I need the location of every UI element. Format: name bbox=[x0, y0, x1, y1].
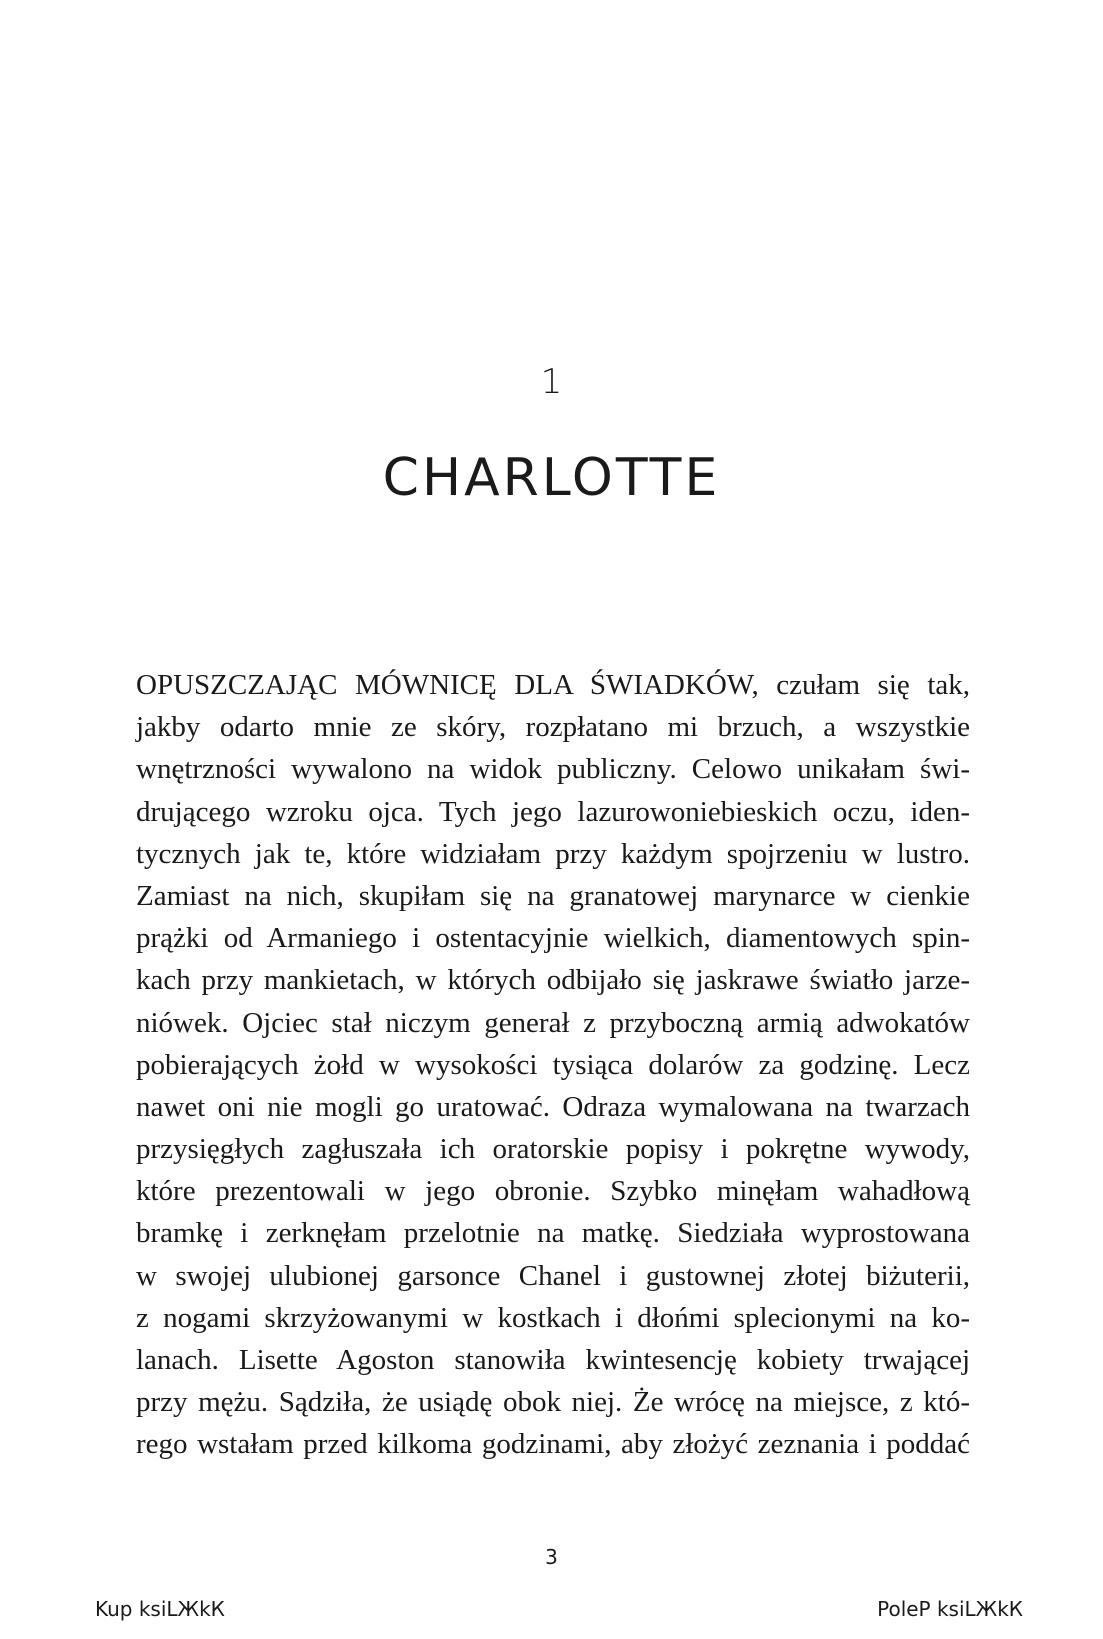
body-line: drującego wzroku ojca. Tych jego lazurowoniebieskich oczu, iden- bbox=[136, 795, 970, 828]
body-line: z nogami skrzyżowanymi w kostkach i dłońmi splecionymi na ko- bbox=[136, 1301, 970, 1334]
body-line: niówek. Ojciec stał niczym generał z przyboczną armią adwokatów bbox=[136, 1006, 970, 1039]
page-number: 3 bbox=[545, 1545, 558, 1569]
body-line: tycznych jak te, które widziałam przy każdym spojrzeniu w lustro. bbox=[136, 837, 970, 870]
body-line: przysięgłych zagłuszała ich oratorskie popisy i pokrętne wywody, bbox=[136, 1133, 970, 1166]
body-line: które prezentowali w jego obronie. Szybko minęłam wahadłową bbox=[136, 1175, 970, 1208]
body-line: jakby odarto mnie ze skóry, rozpłatano mi brzuch, a wszystkie bbox=[136, 711, 970, 744]
chapter-body-text bbox=[136, 664, 970, 1466]
body-line: prążki od Armaniego i ostentacyjnie wielkich, diamentowych spin- bbox=[136, 922, 970, 955]
body-line: OPUSZCZAJĄC MÓWNICĘ DLA ŚWIADKÓW, czułam się tak, bbox=[136, 669, 970, 701]
chapter-title: CHARLOTTE bbox=[382, 448, 721, 508]
body-line: wnętrzności wywalono na widok publiczny. Celowo unikałam świ- bbox=[136, 753, 970, 786]
body-line: pobierających żołd w wysokości tysiąca dolarów za godzinę. Lecz bbox=[136, 1048, 970, 1081]
recommend-book-link[interactable]: PoleР ksiLЖkК bbox=[877, 1597, 1023, 1621]
body-line: Zamiast na nich, skupiłam się na granatowej marynarce w cienkie bbox=[136, 879, 970, 912]
body-line: przy mężu. Sądziła, że usiądę obok niej. Że wrócę na miejsce, z któ- bbox=[136, 1386, 970, 1419]
chapter-number: 1 bbox=[540, 362, 563, 402]
body-line: bramkę i zerknęłam przelotnie na matkę. Siedziała wyprostowana bbox=[136, 1217, 970, 1250]
body-line: nawet oni nie mogli go uratować. Odraza wymalowana na twarzach bbox=[136, 1090, 970, 1123]
body-line: kach przy mankietach, w których odbijało się jaskrawe światło jarze- bbox=[136, 964, 970, 997]
body-line: rego wstałam przed kilkoma godzinami, aby złożyć zeznania i poddać bbox=[136, 1428, 970, 1461]
body-line: lanach. Lisette Agoston stanowiła kwintesencję kobiety trwającej bbox=[136, 1344, 970, 1376]
body-line: w swojej ulubionej garsonce Chanel i gustownej złotej biżuterii, bbox=[136, 1259, 970, 1292]
buy-book-link[interactable]: Kup ksiLЖkК bbox=[95, 1597, 225, 1621]
